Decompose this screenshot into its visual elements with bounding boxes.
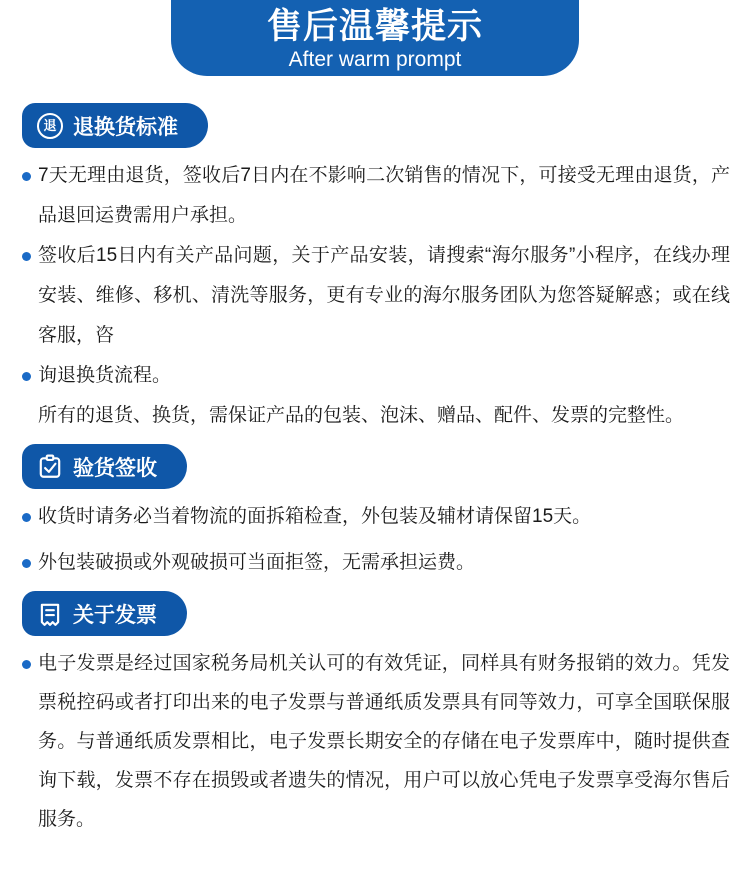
invoice-badge: [22, 591, 187, 636]
list-item: [22, 497, 730, 537]
bullet-dot: [22, 252, 31, 261]
inspection-badge: [22, 444, 187, 489]
invoice-badge-label: 关于发票: [73, 603, 157, 627]
list-item: [22, 543, 730, 583]
bullet-dot: [22, 660, 31, 669]
page-subtitle: After warm prompt: [288, 48, 462, 71]
list-item: [22, 356, 730, 396]
bullet-dot: [22, 172, 31, 181]
list-item-text: 询退换货流程。: [38, 365, 172, 386]
inspection-list: [22, 497, 730, 583]
inspection-badge-label: 验货签收: [73, 456, 157, 480]
list-item: [22, 644, 730, 839]
header-banner: [171, 0, 579, 76]
list-item-text: 外包装破损或外观破损可当面拒签，无需承担运费。: [38, 552, 476, 573]
return-circle-icon: 退: [37, 113, 63, 139]
list-item-text: 7天无理由退货，签收后7日内在不影响二次销售的情况下，可接受无理由退货，产品退回运费需用户承担。: [38, 165, 730, 226]
clipboard-check-icon: [37, 454, 63, 480]
list-item-text: 所有的退货、换货，需保证产品的包装、泡沫、赠品、配件、发票的完整性。: [38, 405, 685, 426]
receipt-icon: [37, 601, 63, 627]
list-item-text: 签收后15日内有关产品问题，关于产品安装，请搜索“海尔服务”小程序，在线办理安装、维修、移机、清洗等服务，更有专业的海尔服务团队为您答疑解惑；或在线客服，咨: [38, 245, 730, 346]
bullet-dot: [22, 513, 31, 522]
page-title: 售后温馨提示: [266, 7, 483, 46]
list-item-no-bullet: [22, 396, 730, 436]
section-return-policy: [22, 76, 730, 436]
invoice-list: [22, 644, 730, 839]
section-invoice: [22, 587, 730, 839]
return-policy-list: [22, 156, 730, 436]
content-area: [0, 76, 750, 869]
return-policy-badge-label: 退换货标准: [73, 115, 178, 139]
list-item-text: 电子发票是经过国家税务局机关认可的有效凭证，同样具有财务报销的效力。凭发票税控码或者打印出来的电子发票与普通纸质发票具有同等效力，可享全国联保服务。与普通纸质发票相比，电子发票长期安全的存储在电子发票库中，随时提供查询下载，发票不存在损毁或者遗失的情况，用户可以放心凭电子发票享受海尔售后服务。: [38, 653, 730, 830]
section-inspection: [22, 440, 730, 583]
list-item: [22, 236, 730, 356]
bullet-dot: [22, 372, 31, 381]
return-policy-badge: [22, 103, 208, 148]
list-item: [22, 156, 730, 236]
bullet-dot: [22, 559, 31, 568]
list-item-text: 收货时请务必当着物流的面拆箱检查，外包装及辅材请保留15天。: [38, 506, 592, 527]
